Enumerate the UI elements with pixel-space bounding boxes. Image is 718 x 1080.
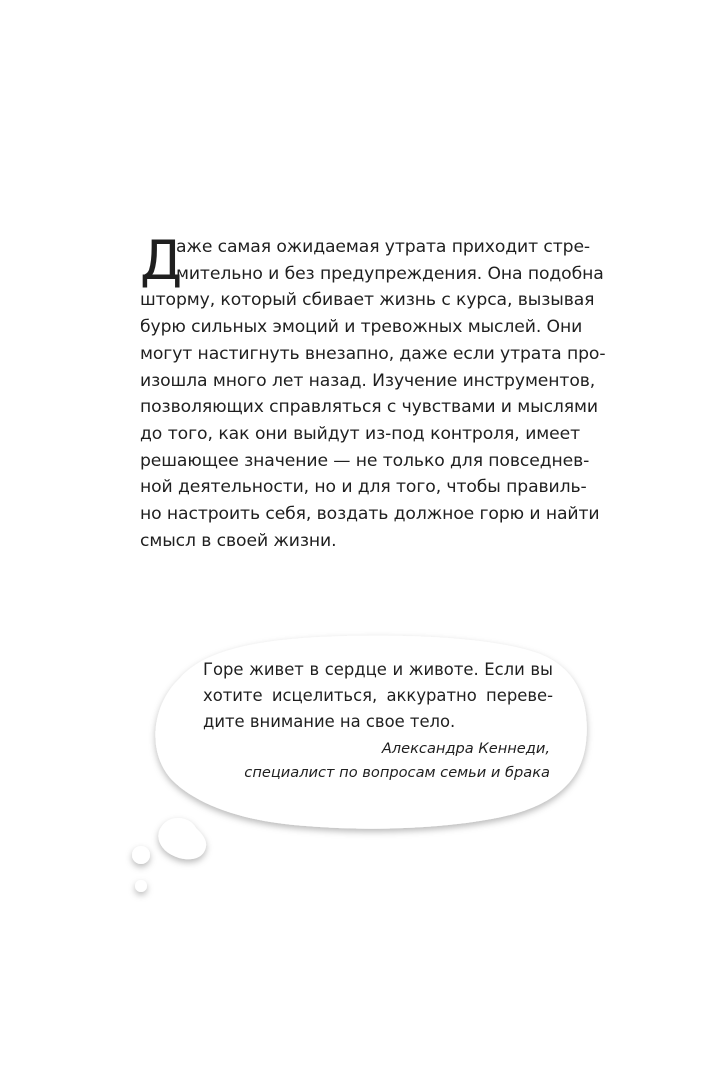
paragraph-line: бурю сильных эмоций и тревожных мыслей. Они [140, 317, 583, 338]
paragraph-line: решающее значение — не только для повседнев- [140, 450, 590, 471]
paragraph-line: мительно и без предупреждения. Она подобна [176, 263, 604, 284]
quote-author-title: специалист по вопросам семьи и брака [244, 764, 550, 781]
drop-cap-letter: Д [140, 229, 183, 292]
bubble-dot-large [158, 818, 206, 859]
paragraph-line: смысл в своей жизни. [140, 530, 337, 551]
paragraph-line: аже самая ожидаемая утрата приходит стре- [176, 237, 591, 257]
quote-author: Александра Кеннеди, [381, 740, 550, 757]
bubble-dot-medium [132, 846, 150, 864]
quote [203, 657, 553, 735]
main-paragraph [140, 229, 606, 554]
paragraph-line: но настроить себя, воздать должное горю и найти [140, 504, 600, 525]
paragraph-line: позволяющих справляться с чувствами и мыслями [140, 397, 598, 418]
quote-line: Горе живет в сердце и животе. Если вы [203, 660, 553, 679]
paragraph-line: изошла много лет назад. Изучение инструментов, [140, 370, 596, 391]
quote-line: дите внимание на свое тело. [203, 712, 456, 731]
quote-attribution [244, 737, 550, 785]
paragraph-line: до того, как они выйдут из-под контроля, имеет [140, 423, 580, 444]
bubble-dot-small [135, 880, 147, 892]
paragraph-line: шторму, который сбивает жизнь с курса, вызывая [140, 290, 595, 311]
paragraph-line: ной деятельности, но и для того, чтобы правиль- [140, 477, 587, 498]
paragraph-line: могут настигнуть внезапно, даже если утрата про- [140, 343, 606, 364]
quote-line: хотите исцелиться, аккуратно переве- [203, 686, 553, 705]
